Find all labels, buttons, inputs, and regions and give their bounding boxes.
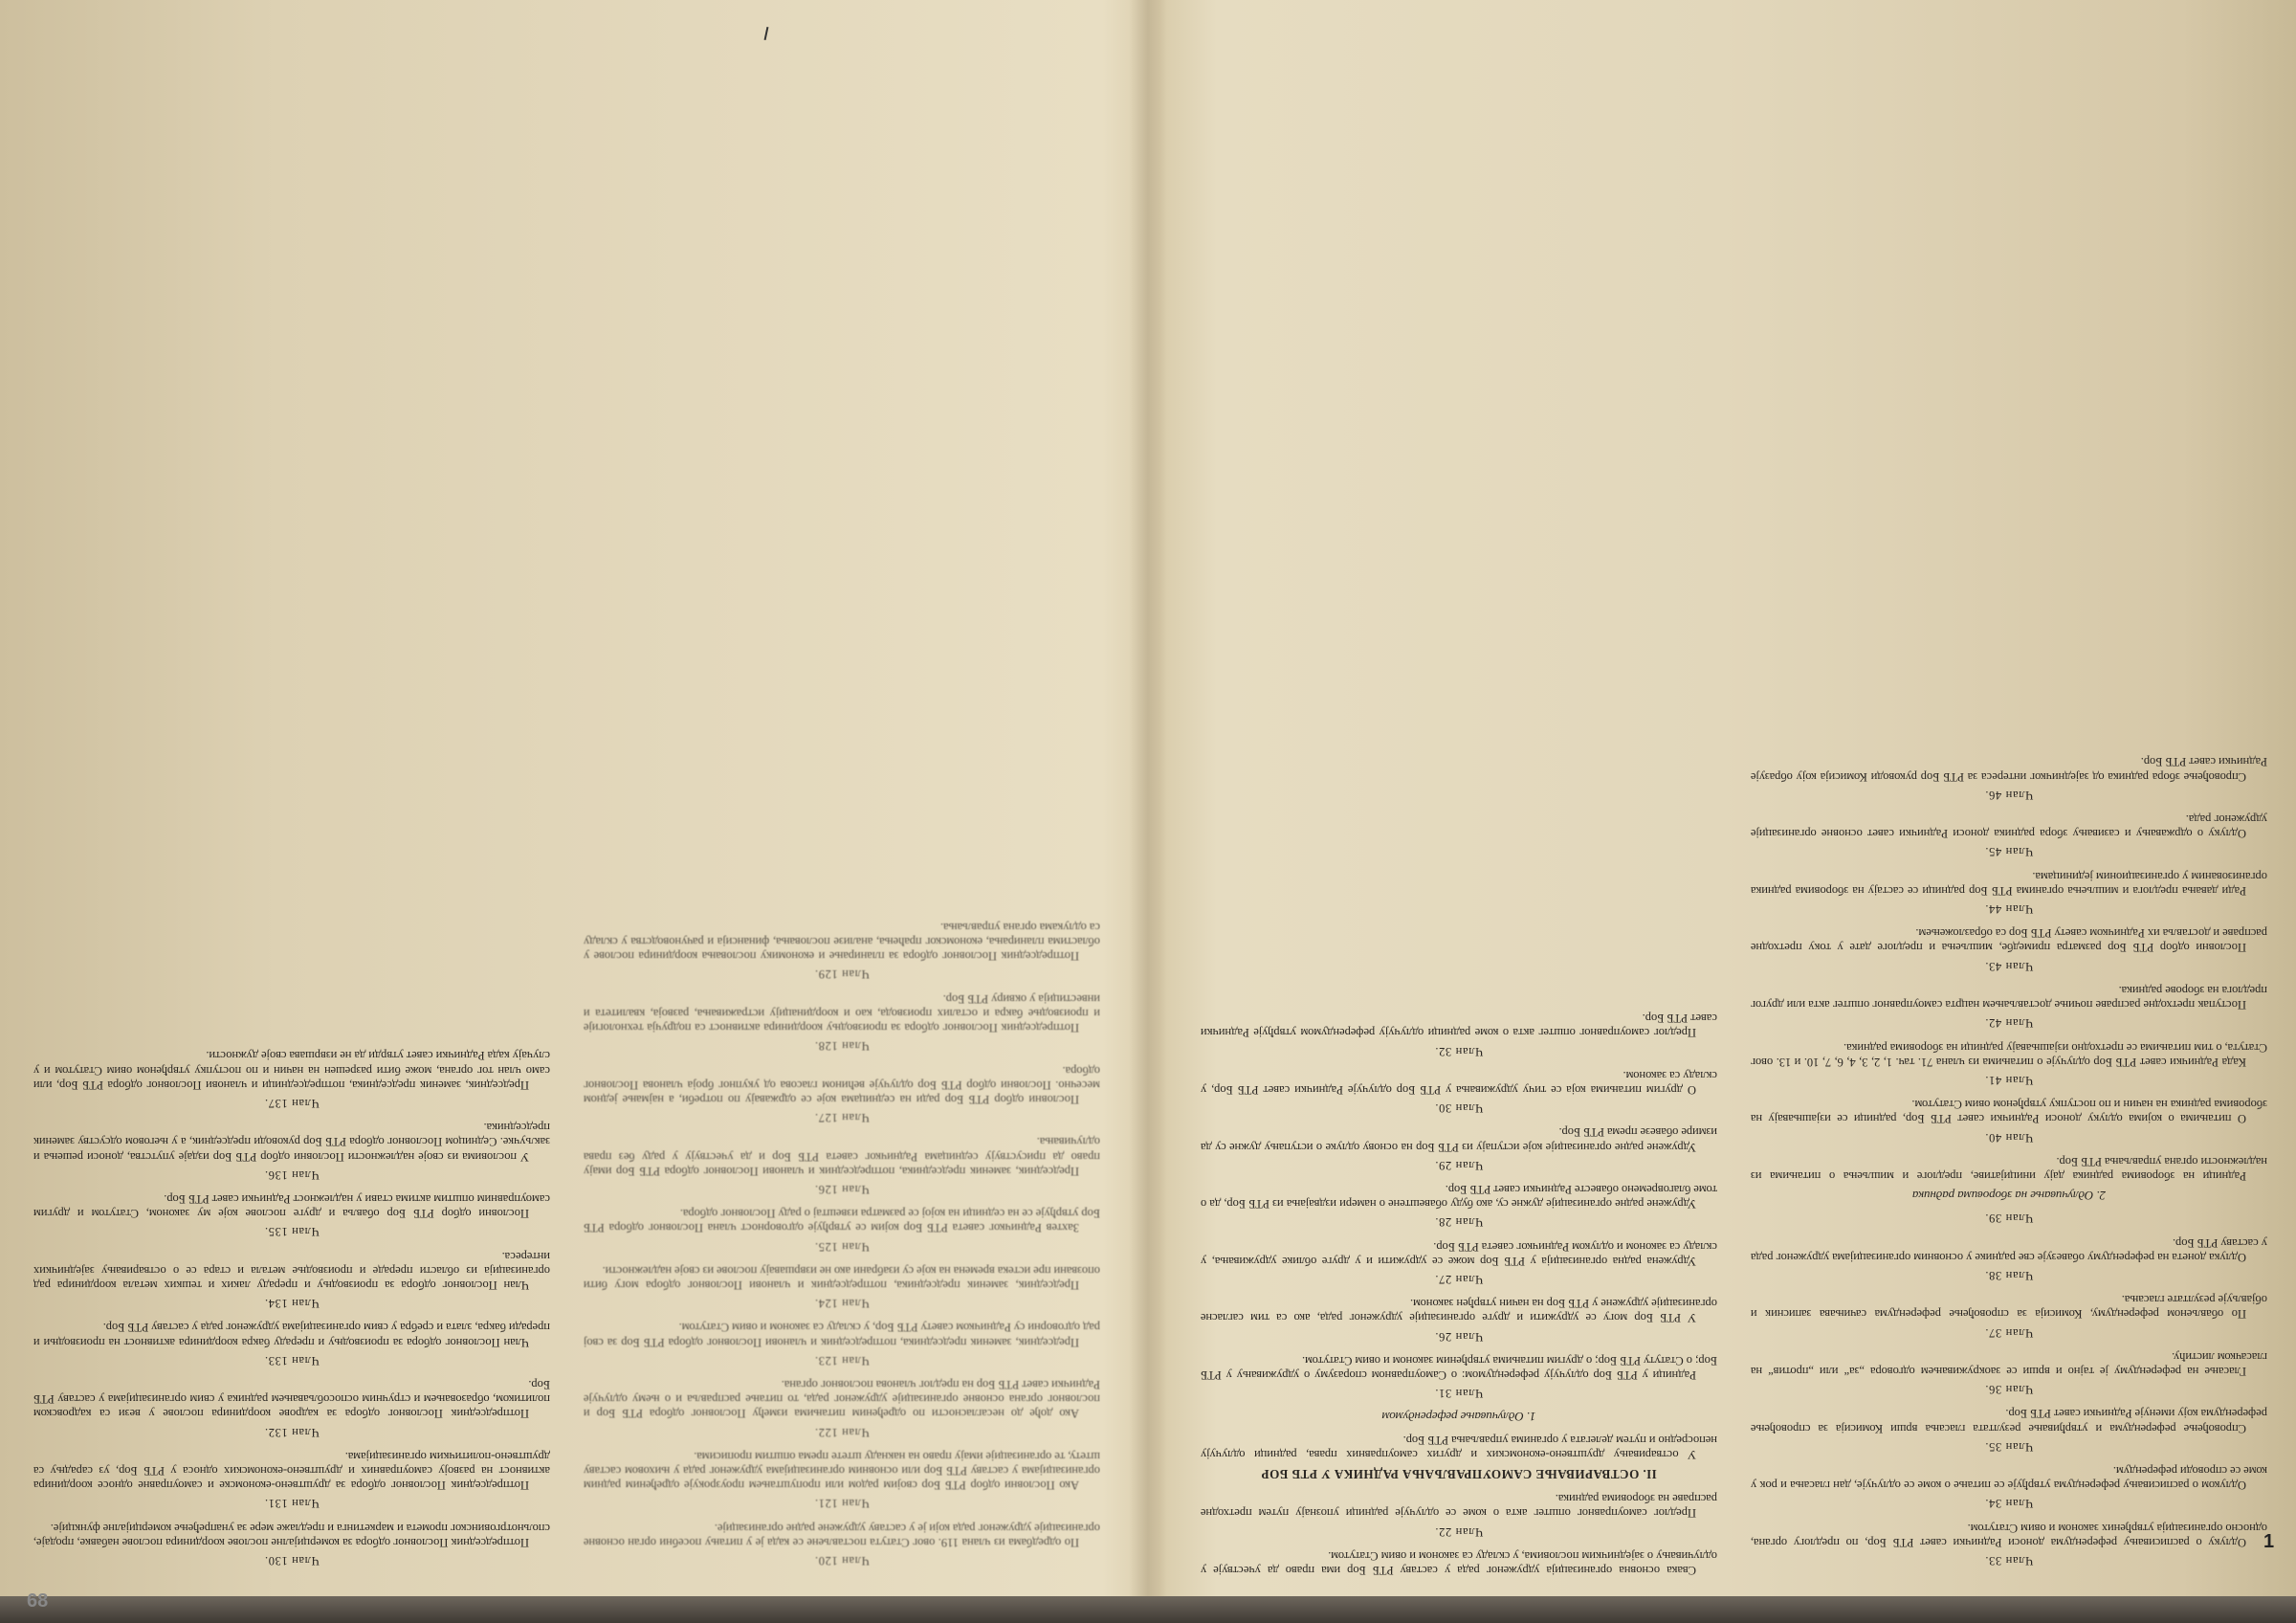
article-heading: Члан 135.: [264, 1225, 320, 1239]
article-heading: Члан 39.: [1984, 1212, 2034, 1226]
section-heading: II. ОСТВАРИВАЊЕ САМОУПРАВЉАЊА РАДНИКА У РТБ БОР: [1261, 1466, 1657, 1481]
scan-bottom-edge: [0, 1596, 2296, 1623]
article-paragraph: Предлог самоуправног општег акта о коме радници одлучују референдумом утврђује Раднички савет РТБ Бор.: [1201, 1012, 1717, 1040]
left-page-column-a: [584, 17, 1100, 1577]
article-heading: Члан 30.: [1434, 1101, 1484, 1116]
article-heading: Члан 36.: [1984, 1383, 2034, 1397]
article-paragraph: Пословни одбор РТБ Бор разматра примедбе, мишљења и предлоге дате у току претходне расправе и доставља их Радничком савету РТБ Бор са образложењем.: [1751, 926, 2267, 955]
article-heading: Члан 127.: [814, 1111, 870, 1125]
article-paragraph: Потпредседник Пословног одбора за производњу координира активност са подручја технологије и производње бакра и осталих производа, као и координацију истраживања, развоја, квалитета и инвестиција у оквиру РТБ Бор.: [584, 991, 1100, 1035]
article-heading: Члан 124.: [814, 1297, 870, 1311]
article-paragraph: У остваривању друштвено-економских и других самоуправних права, радници одлучују непосредно и путем делегата у органима управљања РТБ Бор.: [1201, 1433, 1717, 1461]
article-heading: Члан 22.: [1434, 1524, 1484, 1539]
article-paragraph: Када Раднички савет РТБ Бор одлучује о питањима из члана 71. тач. 1, 2, 3, 4, 6, 7, 10. и 13. овог Статута, о тим питањима се претходно изјашњавају радници на зборовима радника.: [1751, 1040, 2267, 1069]
article-heading: Члан 122.: [814, 1425, 870, 1439]
article-paragraph: Ради давања предлога и мишљења органима РТБ Бор радници се састају на зборовима радника организованим у организационим јединицама.: [1751, 869, 2267, 898]
article-heading: Члан 133.: [264, 1353, 320, 1367]
article-heading: Члан 28.: [1434, 1215, 1484, 1230]
article-paragraph: Спровођење збора радника од заједничког интереса за РТБ Бор руководи Комисија коју образује Раднички савет РТБ Бор.: [1751, 755, 2267, 784]
article-paragraph: Члан Пословног одбора за производњу и прераду лаких и тешких метала координира рад организација из области прераде и производње метала и стара се о остваривању заједничких интереса.: [33, 1249, 550, 1292]
article-heading: Члан 125.: [814, 1239, 870, 1254]
article-paragraph: Одлуку о расписивању референдума доноси Раднички савет РТБ Бор, по предлогу органа, односно организација утврђених законом и овим Статутом.: [1751, 1521, 2267, 1549]
article-heading: Члан 34.: [1984, 1497, 2034, 1511]
original-left-page: [29, 17, 1100, 1577]
article-heading: Члан 41.: [1984, 1073, 2034, 1087]
article-heading: Члан 33.: [1984, 1554, 2034, 1567]
article-heading: Члан 26.: [1434, 1329, 1484, 1344]
subsection-heading: 1. Одлучивање референдумом: [1381, 1410, 1536, 1425]
article-heading: Члан 40.: [1984, 1130, 2034, 1145]
article-paragraph: Потпредседник Пословног одбора за комерцијалне послове координира послове набавке, продаје, спољнотрговинског промета и маркетинга и предлаже мере за унапређење комерцијалне функције.: [33, 1521, 550, 1549]
article-paragraph: Председник, заменик председника, потпредседник и чланови Пословног одбора могу бити опозвани пре истека времена на које су изабрани ако не извршавају послове из своје надлежности.: [584, 1263, 1100, 1292]
article-paragraph: Свака основна организација удруженог рада у саставу РТБ Бор има право да учествује у одлучивању о заједничким пословима, у складу са законом и овим Статутом.: [1201, 1548, 1717, 1577]
article-heading: Члан 46.: [1984, 788, 2034, 802]
article-paragraph: Потпредседник Пословног одбора за планирање и економику пословања координира послове у областима планирања, економског праћења, анализе пословања, финансија и рачуноводства у складу са одлукама органа управљања.: [584, 920, 1100, 964]
article-paragraph: О питањима о којима одлуку доноси Раднички савет РТБ Бор, радници се изјашњавају на зборовима радника на начин и по поступку утврђеном овим Статутом.: [1751, 1098, 2267, 1126]
article-heading: Члан 45.: [1984, 845, 2034, 859]
article-paragraph: Потпредседник Пословног одбора за друштвено-економске и самоуправне односе координира активност на развоју самоуправних и друштвено-економских односа у РТБ Бор, уз сарадњу са друштвено-политичким организацијама.: [33, 1449, 550, 1493]
right-page-column-a: [1751, 17, 2267, 1577]
article-paragraph: Захтев Радничког савета РТБ Бор којим се утврђује одговорност члана Пословног одбора РТБ Бор утврђује се на седници на којој се разматра извештај о раду Пословног одбора.: [584, 1207, 1100, 1235]
article-paragraph: Гласање на референдуму је тајно и врши се заокруживањем одговора „за“ или „против“ на гласачком листићу.: [1751, 1349, 2267, 1378]
article-heading: Члан 32.: [1434, 1044, 1484, 1058]
article-heading: Члан 121.: [814, 1497, 870, 1511]
article-heading: Члан 35.: [1984, 1439, 2034, 1454]
article-paragraph: У пословима из своје надлежности Пословни одбор РТБ Бор издаје упутства, доноси решења и закључке. Седницом Пословног одбора РТБ Бор руководи председник, а у његовом одсуству заменик председника.: [33, 1121, 550, 1164]
article-paragraph: Члан Пословног одбора за производњу и прераду бакра координира активност на производњи и преради бакра, злата и сребра у свим организацијама удруженог рада у саставу РТБ Бор.: [33, 1321, 550, 1349]
article-paragraph: Председник, заменик председника, потпредседник и чланови Пословног одбора РТБ Бор имају право да присуствују седницама Радничког савета РТБ Бор и да учествују у раду без права одлучивања.: [584, 1135, 1100, 1178]
page-number-left: 68: [27, 1590, 49, 1612]
article-paragraph: Одлуком о расписивању референдума утврђује се питање о коме се одлучује, дан гласања и рок у коме се спроводи референдум.: [1751, 1463, 2267, 1493]
page-number-right: 1: [2263, 1531, 2275, 1552]
article-heading: Члан 136.: [264, 1167, 320, 1182]
article-heading: Члан 129.: [814, 967, 870, 982]
article-heading: Члан 37.: [1984, 1325, 2034, 1340]
article-paragraph: Поступак претходне расправе почиње достављањем нацрта самоуправног општег акта или другог предлога на зборове радника.: [1751, 983, 2267, 1012]
left-page-column-b: [33, 17, 550, 1577]
article-paragraph: Пословни одбор РТБ Бор ради на седницама које се одржавају по потреби, а најмање једном месечно. Пословни одбор РТБ Бор одлучује већином гласова од укупног броја чланова Пословног одбора.: [584, 1063, 1100, 1106]
article-paragraph: Ако Пословни одбор РТБ Бор својим радом или пропуштањем проузрокује одређеним радним организацијама у саставу РТБ Бор или основним организацијама удруженог рада у њиховом саставу штету, те организације имају право на накнаду штете према општим прописима.: [584, 1449, 1100, 1493]
article-heading: Члан 126.: [814, 1182, 870, 1196]
article-heading: Члан 132.: [264, 1425, 320, 1439]
article-heading: Члан 27.: [1434, 1272, 1484, 1286]
article-paragraph: Пословни одбор РТБ Бор обавља и друге послове које му законом, Статутом и другим самоуправним општим актима стави у надлежност Раднички савет РТБ Бор.: [33, 1191, 550, 1221]
article-heading: Члан 130.: [264, 1554, 320, 1567]
article-heading: Члан 29.: [1434, 1158, 1484, 1172]
article-paragraph: Удружена радна организација у РТБ Бор може се удружити и у друге облике удруживања, у складу са законом и одлуком Радничког савета РТБ Бор.: [1201, 1239, 1717, 1268]
article-heading: Члан 120.: [814, 1554, 870, 1567]
article-paragraph: По обављеном референдуму, Комисија за спровођење референдума сачињава записник и објављује резултате гласања.: [1751, 1293, 2267, 1322]
article-paragraph: Удружене радне организације дужне су, ако буду обавештене о намери издвајања из РТБ Бор, да о томе благовремено обавесте Раднички савет РТБ Бор.: [1201, 1182, 1717, 1212]
article-heading: Члан 123.: [814, 1353, 870, 1367]
article-paragraph: Одлука донета на референдуму обавезује све раднике у основним организацијама удруженог рада у саставу РТБ Бор.: [1751, 1235, 2267, 1264]
article-paragraph: Радници на зборовима радника дају иницијативе, предлоге и мишљења о питањима из надлежности органа управљања РТБ Бор.: [1751, 1154, 2267, 1183]
article-heading: Члан 44.: [1984, 902, 2034, 917]
article-paragraph: Потпредседник Пословног одбора за кадрове координира послове у вези са кадровском политиком, образовањем и стручним оспособљавањем радника у свим организацијама у саставу РТБ Бор.: [33, 1377, 550, 1421]
article-heading: Члан 134.: [264, 1297, 320, 1311]
article-paragraph: Предлог самоуправног општег акта о коме се одлучује радници упознају путем претходне расправе на зборовима радника.: [1201, 1492, 1717, 1521]
article-paragraph: У РТБ Бор могу се удружити и друге организације удруженог рада, ако са тим сагласне организације удружене у РТБ Бор на начин утврђен законом.: [1201, 1297, 1717, 1325]
subsection-heading: 2. Одлучивање на зборовима радника: [1912, 1189, 2106, 1204]
article-heading: Члан 137.: [264, 1096, 320, 1110]
article-paragraph: Спровођење референдума и утврђивање резултата гласања врши Комисија за спровођење референдума коју именује Раднички савет РТБ Бор.: [1751, 1407, 2267, 1435]
article-heading: Члан 43.: [1984, 959, 2034, 973]
article-heading: Члан 42.: [1984, 1016, 2034, 1031]
article-heading: Члан 31.: [1434, 1387, 1484, 1401]
article-paragraph: Одлуку о одржавању и сазивању збора радника доноси Раднички савет основне организације удруженог рада.: [1751, 812, 2267, 841]
article-heading: Члан 38.: [1984, 1268, 2034, 1282]
article-paragraph: Удружене радне организације које иступају из РТБ Бор на основу одлуке о иступању дужне су да измире обавезе према РТБ Бор.: [1201, 1125, 1717, 1154]
article-heading: Члан 131.: [264, 1497, 320, 1511]
article-paragraph: Ако дође до несагласности по одређеним питањима између Пословног одбора РТБ Бор и пословног органа основне организације удруженог рада, то питање расправља и о њему одлучује Раднички савет РТБ Бор на предлог чланова пословног органа.: [584, 1377, 1100, 1421]
article-paragraph: Радници у РТБ Бор одлучују референдумом: о Самоуправном споразуму о удруживању у РТБ Бор; о Статуту РТБ Бор; о другим питањима утврђеним законом и овим Статутом.: [1201, 1353, 1717, 1382]
original-right-page: [1196, 17, 2267, 1577]
article-heading: Члан 128.: [814, 1039, 870, 1054]
right-page-column-b: [1201, 17, 1717, 1577]
article-paragraph: По одредбама из члана 119. овог Статута постављене се када је у питању посебни орган основне организације удруженог рада који је у саставу удружене радне организације.: [584, 1521, 1100, 1549]
article-paragraph: О другим питањима која се тичу удруживања у РТБ Бор одлучује Раднички савет РТБ Бор, у складу са законом.: [1201, 1068, 1717, 1097]
article-paragraph: Председник, заменик председника, потпредседници и чланови Пословног одбора РТБ Бор, или само члан тог органа, може бити разрешен на начин и по поступку утврђеном овим Статутом и у случају када Раднички савет утврди да не извршава своје дужности.: [33, 1049, 550, 1092]
article-paragraph: Председник, заменик председника, потпредседник и чланови Пословног одбора РТБ Бор за свој рад одговорни су Радничком савету РТБ Бор, у складу са законом и овим Статутом.: [584, 1321, 1100, 1349]
